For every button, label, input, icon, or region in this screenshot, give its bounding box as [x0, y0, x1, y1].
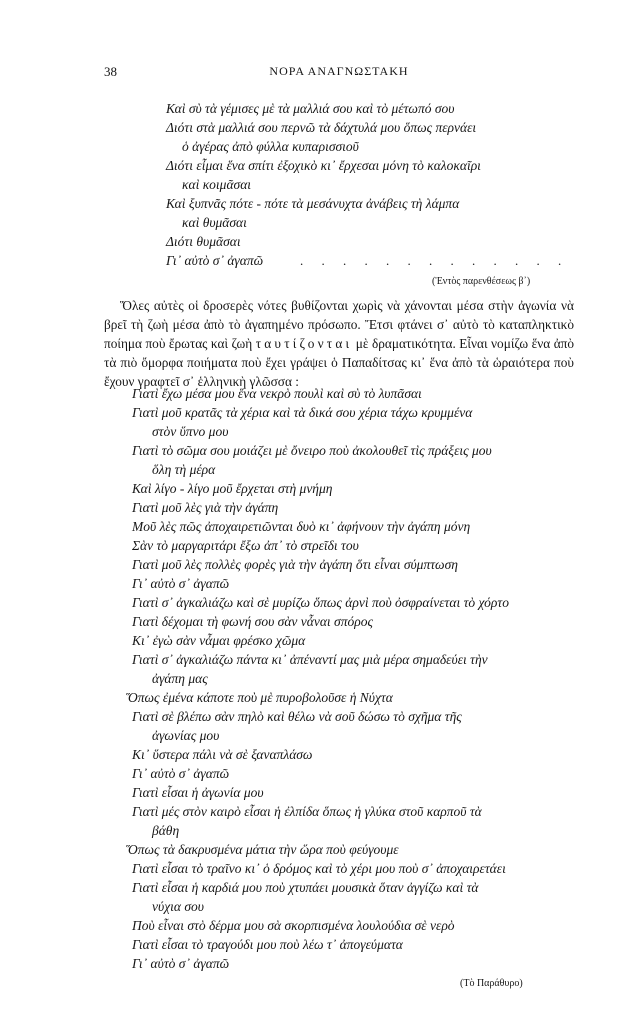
poem-line: Ὅπως ἐμένα κάποτε ποὺ μὲ πυροβολοῦσε ἡ Νύχτα: [126, 690, 393, 705]
poem-line: Γιατὶ εἶσαι ἡ καρδιά μου ποὺ χτυπάει μουσικὰ ὅταν ἀγγίζω καὶ τὰ: [132, 880, 479, 895]
poem-line: Γιατὶ ἔχω μέσα μου ἕνα νεκρὸ πουλὶ καὶ σὺ τὸ λυπᾶσαι: [132, 386, 422, 401]
running-head: ΝΟΡΑ ΑΝΑΓΝΩΣΤΑΚΗ: [269, 64, 409, 78]
poem-line: Γιατὶ σ᾽ ἀγκαλιάζω πάντα κι᾽ ἀπέναντί μας μιὰ μέρα σημαδεύει τὴν: [132, 652, 488, 667]
poem-line: Κι᾽ ἐγὼ σὰν νἆμαι φρέσκο χῶμα: [132, 633, 306, 648]
ellipsis-dots: . . . . . . . . . . . . .: [300, 253, 569, 268]
poem-line: Γιατὶ τὸ σῶμα σου μοιάζει μὲ ὄνειρο ποὺ ἀκολουθεῖ τὶς πράξεις μου: [132, 443, 492, 458]
prose-text: Ὅλες αὐτὲς οἱ δροσερὲς νότες βυθίζονται χωρὶς νὰ χάνονται μέσα στὴν ἀγωνία νὰ βρεῖ τὴ ζωὴ μέσα ἀπὸ τὸ ἀγαπημένο πρόσωπο. Ἔτσι φτάνει σ᾽ αὐτὸ τὸ καταπληκτικὸ ποίημα ποὺ ἔρωτας καὶ ζωὴ: [104, 298, 574, 351]
poem-line: ὁ ἀγέρας ἀπὸ φύλλα κυπαρισσιοῦ: [182, 139, 359, 154]
poem-line: ἀγάπη μας: [152, 671, 208, 686]
poem-line: Διότι θυμᾶσαι: [166, 234, 241, 249]
poem-line: ἀγωνίας μου: [152, 728, 220, 743]
emphasized-word: ταυτίζονται: [255, 336, 353, 351]
poem-line: Γι᾽ αὐτὸ σ᾽ ἀγαπῶ: [132, 766, 230, 781]
page-header: [104, 64, 574, 82]
poem-line: στὸν ὕπνο μου: [152, 424, 229, 439]
poem-line: Γιατὶ εἶσαι ἡ ἀγωνία μου: [132, 785, 264, 800]
poem-line: Καὶ λίγο - λίγο μοῦ ἔρχεται στὴ μνήμη: [132, 481, 333, 496]
poem-source-1: (Ἐντὸς παρενθέσεως β᾽): [432, 276, 531, 287]
poem-line: Διότι εἶμαι ἕνα σπίτι ἐξοχικὸ κι᾽ ἔρχεσαι μόνη τὸ καλοκαῖρι: [166, 158, 481, 173]
prose-paragraph: [104, 296, 574, 391]
poem-line: ὅλη τὴ μέρα: [152, 462, 216, 477]
poem-line: Σὰν τὸ μαργαριτάρι ἔξω ἀπ᾽ τὸ στρεῖδι του: [132, 538, 359, 553]
prose-text: μὲ δραματικότητα. Εἶναι νομίζω ἕνα ἀπὸ τὰ πιὸ ὄμορφα ποιήματα ποὺ ἔχει γράψει ὁ Παπαδίτσας κι᾽ ἕνα ἀπὸ τὰ ὡραιότερα ποὺ ἔχουν γραφτεῖ σ᾽ ἑλληνικὴ γλῶσσα :: [104, 336, 575, 389]
poem-line: Ὅπως τὰ δακρυσμένα μάτια τὴν ὥρα ποὺ φεύγουμε: [126, 842, 399, 857]
poem-line: νύχια σου: [152, 899, 204, 914]
poem-line: Γιατὶ σὲ βλέπω σὰν πηλὸ καὶ θέλω νὰ σοῦ δώσω τὸ σχῆμα τῆς: [132, 709, 462, 724]
poem-line: Γι᾽ αὐτὸ σ᾽ ἀγαπῶ: [132, 576, 230, 591]
poem-line: Γιατὶ μοῦ κρατᾶς τὰ χέρια καὶ τὰ δικά σου χέρια τάχω κρυμμένα: [132, 405, 473, 420]
poem-line: καὶ θυμᾶσαι: [182, 215, 247, 230]
poem-line: Κι᾽ ὕστερα πάλι νὰ σὲ ξαναπλάσω: [132, 747, 313, 762]
poem-source-2: (Τὸ Παράθυρο): [460, 978, 523, 989]
poem-line: Γιατὶ μές στὸν καιρὸ εἶσαι ἡ ἐλπίδα ὅπως ἡ γλύκα στοῦ καρποῦ τὰ: [132, 804, 482, 819]
poem-line: Γιατὶ μοῦ λὲς πολλὲς φορὲς γιὰ τὴν ἀγάπη ὅτι εἶναι σύμπτωση: [132, 557, 458, 572]
poem-line: Γι᾽ αὐτὸ σ᾽ ἀγαπῶ: [132, 956, 230, 971]
poem-line: Διότι στὰ μαλλιά σου περνῶ τὰ δάχτυλά μου ὅπως περνάει: [166, 120, 477, 135]
poem-line: βάθη: [152, 823, 180, 838]
poem-line: Γιατὶ εἶσαι τὸ τραῖνο κι᾽ ὁ δρόμος καὶ τὸ χέρι μου ποὺ σ᾽ ἀποχαιρετάει: [132, 861, 506, 876]
poem-line: Γιατὶ δέχομαι τὴ φωνή σου σὰν νἆναι σπόρος: [132, 614, 373, 629]
poem-line: Καὶ ξυπνᾶς πότε - πότε τὰ μεσάνυχτα ἀνάβεις τὴ λάμπα: [166, 196, 460, 211]
poem-line: Μοῦ λὲς πῶς ἀποχαιρετιῶνται δυὸ κι᾽ ἀφήνουν τὴν ἀγάπη μόνη: [132, 519, 471, 534]
poem-line: Γιατὶ σ᾽ ἀγκαλιάζω καὶ σὲ μυρίζω ὅπως ἀρνὶ ποὺ ὀσφραίνεται τὸ χόρτο: [132, 595, 509, 610]
poem-line: Γιατὶ εἶσαι τὸ τραγούδι μου ποὺ λέω τ᾽ ἀπογεύματα: [132, 937, 403, 952]
poem-line: Γι᾽ αὐτὸ σ᾽ ἀγαπῶ: [166, 253, 264, 268]
poem-line: Γιατὶ μοῦ λὲς γιὰ τὴν ἀγάπη: [132, 500, 279, 515]
poem-line: καὶ κοιμᾶσαι: [182, 177, 252, 192]
page-number: 38: [104, 64, 117, 79]
poem-line: Καὶ σὺ τὰ γέμισες μὲ τὰ μαλλιά σου καὶ τὸ μέτωπό σου: [166, 101, 455, 116]
poem-line: Ποὺ εἶναι στὸ δέρμα μου σὰ σκορπισμένα λουλούδια σὲ νερὸ: [132, 918, 455, 933]
